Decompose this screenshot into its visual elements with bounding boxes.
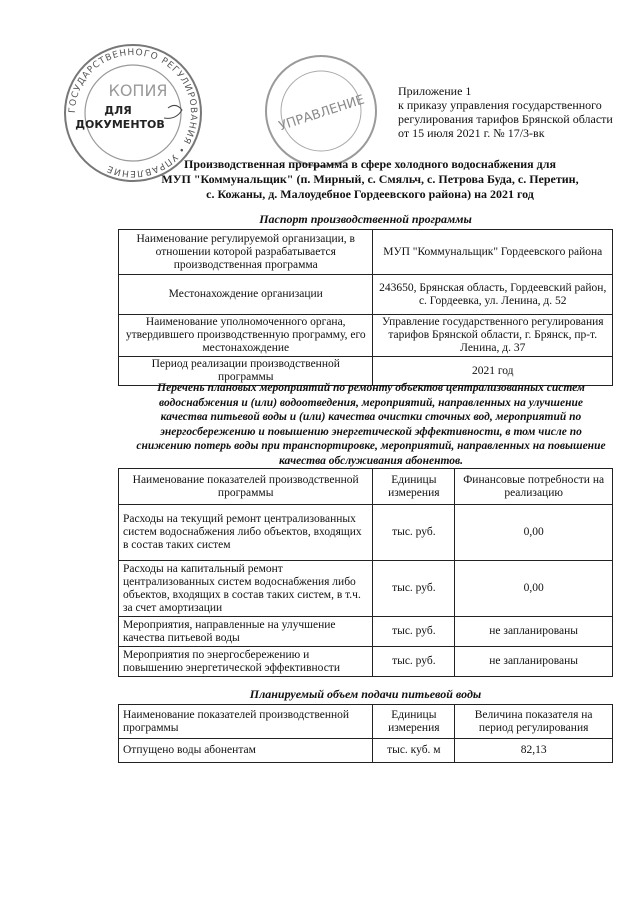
passport-label: Местонахождение организации (119, 275, 373, 315)
passport-value: 2021 год (373, 357, 613, 386)
table-row (119, 561, 613, 617)
column-header: Финансовые потребности на реализацию (455, 469, 613, 505)
column-header: Величина показателя на период регулирования (455, 705, 613, 739)
table-row (119, 275, 613, 315)
column-header: Единицы измерения (373, 705, 455, 739)
column-header: Наименование показателей производственной программы (119, 469, 373, 505)
stamp-ring-text: ГОСУДАРСТВЕННОГО РЕГУЛИРОВАНИЯ • УПРАВЛЕНИЕ (67, 47, 199, 179)
measure-name: Расходы на капитальный ремонт централизованных систем водоснабжения либо объектов, входящих в состав таких систем, в т.ч. за счет амортизации (119, 561, 373, 617)
table-row (119, 739, 613, 763)
table-row (119, 230, 613, 275)
table-row (119, 617, 613, 647)
title-line-1: Производственная программа в сфере холодного водоснабжения для (184, 157, 556, 171)
stamp-documents-text: ДОКУМЕНТОВ (75, 118, 165, 131)
measure-name: Мероприятия по энергосбережению и повышению энергетической эффективности (119, 647, 373, 677)
volume-heading: Планируемый объем подачи питьевой воды (249, 687, 482, 701)
passport-heading: Паспорт производственной программы (259, 212, 472, 226)
passport-label: Наименование уполномоченного органа, утвердившего производственную программу, его местонахождение (119, 315, 373, 357)
column-header: Единицы измерения (373, 469, 455, 505)
measure-name: Расходы на текущий ремонт централизованных систем водоснабжения либо объектов, входящих в состав таких систем (119, 505, 373, 561)
measures-table (118, 468, 613, 677)
measure-unit: тыс. руб. (373, 617, 455, 647)
table-header-row (119, 469, 613, 505)
stamp-copy-text: КОПИЯ (108, 81, 168, 100)
table-row (119, 505, 613, 561)
table-header-row (119, 705, 613, 739)
passport-value: МУП "Коммунальщик" Гордеевского района (373, 230, 613, 275)
passport-table (118, 229, 613, 386)
passport-value: Управление государственного регулирования тарифов Брянской области, г. Брянск, пр-т. Ленина, д. 37 (373, 315, 613, 357)
volume-unit: тыс. куб. м (373, 739, 455, 763)
measure-value: не запланированы (455, 647, 613, 677)
table-row (119, 315, 613, 357)
passport-label: Наименование регулируемой организации, в отношении которой разрабатывается производственная программа (119, 230, 373, 275)
department-stamp (262, 52, 380, 170)
measure-unit: тыс. руб. (373, 647, 455, 677)
annex-block (398, 84, 613, 140)
stamp-for-text: ДЛЯ (104, 104, 132, 117)
annex-line-1: Приложение 1 (398, 84, 472, 98)
column-header: Наименование показателей производственной программы (119, 705, 373, 739)
annex-line-3: регулирования тарифов Брянской области (398, 112, 613, 126)
measure-value: не запланированы (455, 617, 613, 647)
measure-unit: тыс. руб. (373, 505, 455, 561)
measures-heading: Перечень плановых мероприятий по ремонту объектов централизованных систем водоснабжения и (или) водоотведения, мероприятий, направленных на улучшение качества питьевой воды и (или) качества очистки сточных вод, мероприятий по энергосбережению и повышению энергетической эффективности, в том числе по снижению потерь воды при транспортировке, мероприятий, направленных на повышение качества обслуживания абонентов. (136, 382, 606, 467)
table-row (119, 647, 613, 677)
measure-value: 0,00 (455, 561, 613, 617)
title-line-2: МУП "Коммунальщик" (п. Мирный, с. Смяльч, с. Петрова Буда, с. Перетин, (161, 172, 579, 186)
measure-name: Мероприятия, направленные на улучшение качества питьевой воды (119, 617, 373, 647)
passport-label: Период реализации производственной программы (119, 357, 373, 386)
annex-line-2: к приказу управления государственного (398, 98, 602, 112)
measure-unit: тыс. руб. (373, 561, 455, 617)
volume-table (118, 704, 613, 763)
title-line-3: с. Кожаны, д. Малоудебное Гордеевского района) на 2021 год (206, 187, 534, 201)
stamp-department-text: УПРАВЛЕНИЕ (277, 92, 367, 135)
annex-line-4: от 15 июля 2021 г. № 17/3-вк (398, 126, 545, 140)
measure-value: 0,00 (455, 505, 613, 561)
document-title (140, 157, 600, 202)
passport-value: 243650, Брянская область, Гордеевский район, с. Гордеевка, ул. Ленина, д. 52 (373, 275, 613, 315)
volume-name: Отпущено воды абонентам (119, 739, 373, 763)
volume-value: 82,13 (455, 739, 613, 763)
